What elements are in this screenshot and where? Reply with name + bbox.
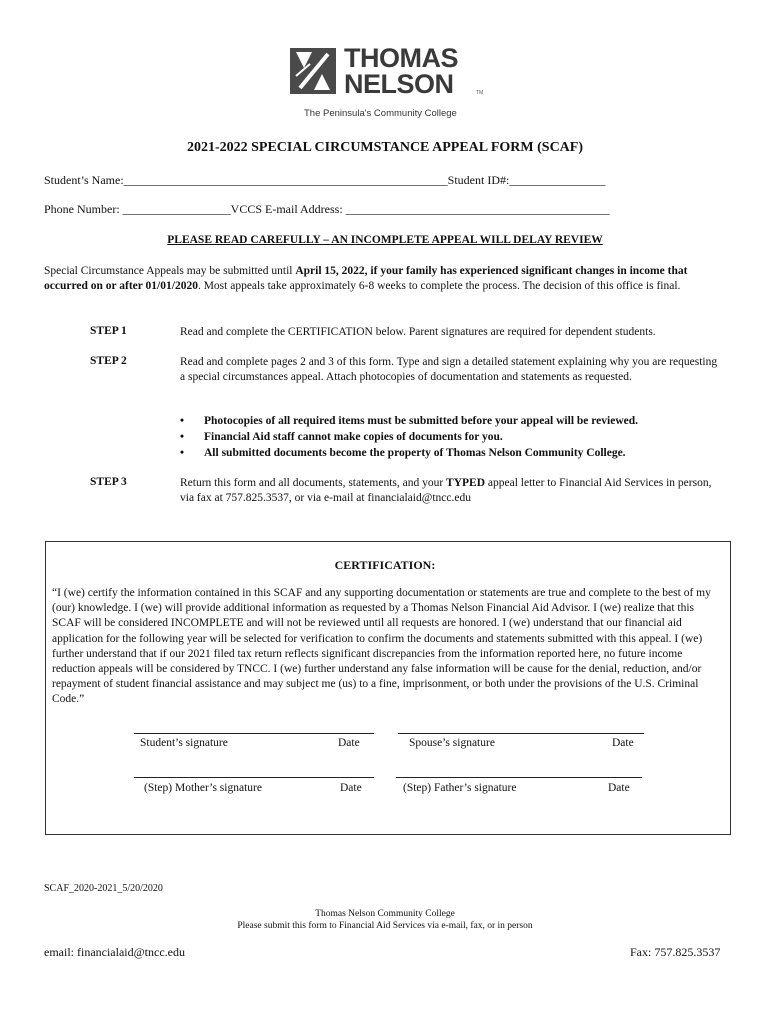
mother-signature-label: (Step) Mother’s signature xyxy=(144,782,262,794)
list-item: • Photocopies of all required items must be submitted before your appeal will be reviewed. xyxy=(178,413,718,429)
intro-text-end: . Most appeals take approximately 6-8 weeks to complete the process. The decision of this office is final. xyxy=(197,280,681,292)
certification-statement: “I (we) certify the information contained in this SCAF and any supporting documentation or statements are true and complete to the best of my (our) knowledge. I (we) will provide additional information as requested by a Thomas Nelson Financial Aid Advisor. I (we) realize that this SCAF will be considered INCOMPLETE and will not be reviewed until all requests are honored. I (we) understand that our financial aid application for the following year will be selected for verification to confirm the documents and statements submitted with this appeal. I (we) further understand that if our 2021 filed tax return reflects significant discrepancies from the information reported here, no future income reduction appeals will be considered by TNCC. I (we) further understand any false information will be cause for the denial, reduction, and/or repayment of student financial assistance and may subject me (us) to a fine, imprisonment, or both under the provisions of the U.S. Criminal Code.” xyxy=(52,587,711,706)
logo-tagline: The Peninsula's Community College xyxy=(304,108,457,119)
footer-college-name: Thomas Nelson Community College xyxy=(315,909,455,919)
student-name-id-field[interactable]: Student’s Name:______________________________________________________Student ID#:________________ xyxy=(44,173,606,187)
mother-date-label: Date xyxy=(340,782,362,794)
step-3-text xyxy=(180,476,725,506)
intro-deadline: April 15, 2022, if your family has experienced significant changes in income that occurred on or after 01/01/2020 xyxy=(44,265,688,292)
form-title: 2021-2022 SPECIAL CIRCUMSTANCE APPEAL FORM (SCAF) xyxy=(186,140,584,155)
student-signature-line[interactable] xyxy=(134,733,374,734)
footer-email: email: financialaid@tncc.edu xyxy=(44,945,185,959)
college-logo xyxy=(290,44,490,124)
logo-word-thomas: THOMAS xyxy=(344,43,458,73)
intro-paragraph xyxy=(44,264,716,294)
read-carefully-notice: PLEASE READ CAREFULLY – AN INCOMPLETE APPEAL WILL DELAY REVIEW xyxy=(167,234,603,246)
step-2-text: Read and complete pages 2 and 3 of this form. Type and sign a detailed statement explaining why you are requesting a special circumstances appeal. Attach photocopies of documentation and statements as requested. xyxy=(180,356,718,383)
phone-email-field[interactable]: Phone Number: __________________VCCS E-mail Address: ____________________________________________ xyxy=(44,202,610,216)
step-3-label: STEP 3 xyxy=(90,476,127,488)
father-signature-line[interactable] xyxy=(396,777,642,778)
step-1-label: STEP 1 xyxy=(90,325,127,337)
step-3-typed: TYPED xyxy=(446,477,486,489)
father-signature-label: (Step) Father’s signature xyxy=(403,782,517,794)
intro-text-start: Special Circumstance Appeals may be submitted until xyxy=(44,265,296,277)
step-2-label: STEP 2 xyxy=(90,355,127,367)
certification-title: CERTIFICATION: xyxy=(334,558,436,572)
student-date-label: Date xyxy=(338,737,360,749)
father-date-label: Date xyxy=(608,782,630,794)
step-3-text-end: appeal letter to Financial Aid Services in person, via fax at 757.825.3537, or via e-mail at financialaid@tncc.edu xyxy=(180,477,712,504)
list-item: • All submitted documents become the property of Thomas Nelson Community College. xyxy=(178,445,718,461)
student-signature-label: Student’s signature xyxy=(140,737,228,749)
requirements-list xyxy=(178,413,718,461)
footer-fax: Fax: 757.825.3537 xyxy=(630,945,721,959)
thomas-nelson-logo-mark-icon xyxy=(290,48,336,94)
mother-signature-line[interactable] xyxy=(134,777,374,778)
footer-submit-instructions: Please submit this form to Financial Aid Services via e-mail, fax, or in person xyxy=(237,921,533,931)
logo-trademark: TM xyxy=(476,90,484,96)
spouse-date-label: Date xyxy=(612,737,634,749)
step-1-text: Read and complete the CERTIFICATION below. Parent signatures are required for dependent students. xyxy=(180,326,656,338)
list-item: • Financial Aid staff cannot make copies of documents for you. xyxy=(178,429,718,445)
spouse-signature-line[interactable] xyxy=(398,733,644,734)
logo-word-nelson: NELSON xyxy=(344,69,454,99)
spouse-signature-label: Spouse’s signature xyxy=(409,737,495,749)
form-version-code: SCAF_2020-2021_5/20/2020 xyxy=(44,883,163,894)
step-3-text-start: Return this form and all documents, statements, and your xyxy=(180,477,447,489)
